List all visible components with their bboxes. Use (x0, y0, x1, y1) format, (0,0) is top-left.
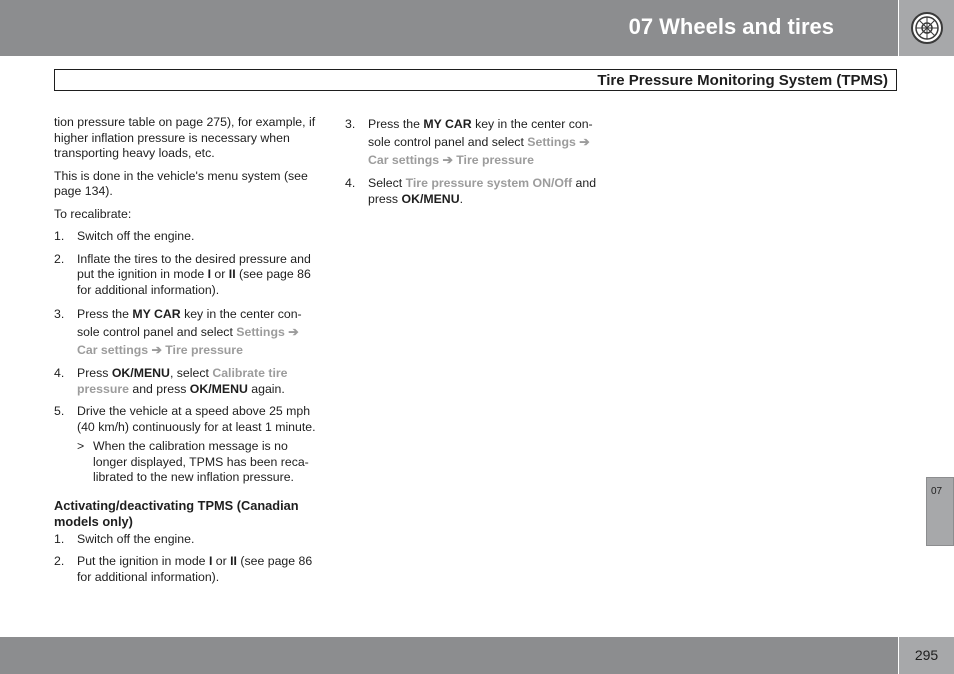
left-column (54, 115, 320, 592)
menu-item-calibrate-tire-pressure: Calibrate tire pressure (77, 366, 288, 396)
step-text: Press the (77, 307, 133, 321)
step-text: (see page 86 for additional information). (77, 267, 311, 297)
mode-label: I (208, 554, 213, 568)
tire-icon (909, 10, 945, 46)
step-number: 2. (54, 554, 65, 568)
step-text: Inflate the tires to the desired pressure and put the ignition in mode (77, 251, 311, 281)
right-column (345, 115, 613, 214)
step-text: or (211, 267, 229, 281)
step-text: key in the center con-sole control panel and select (368, 117, 593, 149)
menu-item-settings: Settings (236, 325, 285, 339)
key-label: OK/MENU (189, 381, 248, 396)
recalibrate-step-4 (54, 366, 320, 397)
step-text: and press (128, 381, 190, 396)
step-number: 1. (54, 531, 65, 546)
chapter-icon-box (899, 0, 954, 56)
step-text: Press (77, 366, 112, 380)
menu-item-tire-pressure: Tire pressure (165, 343, 243, 357)
arrow-right-icon: ➔ (288, 325, 299, 339)
step-result (77, 439, 320, 486)
arrow-right-icon: ➔ (151, 343, 162, 357)
step-text: , select (169, 366, 213, 380)
step-text: Put the ignition in mode (77, 554, 209, 568)
activate-step-4 (345, 176, 613, 207)
step-text: again. (247, 381, 285, 396)
step-number: 3. (345, 117, 356, 131)
chapter-header-bar (0, 0, 898, 56)
recalibrate-step-2 (54, 252, 320, 299)
mode-label: II (230, 554, 237, 568)
step-number: 2. (54, 251, 65, 266)
section-title: Tire Pressure Monitoring System (TPMS) (597, 72, 888, 89)
subsection-heading: Activating/deactivating TPMS (Canadian models only) (54, 497, 299, 529)
page-number: 295 (914, 647, 939, 663)
paragraph: This is done in the vehicle's menu system (see page 134). (54, 168, 308, 198)
activate-step-2 (54, 554, 320, 585)
paragraph: To recalibrate: (54, 206, 132, 221)
footer-bar (0, 637, 898, 674)
recalibrate-step-3 (54, 305, 320, 359)
menu-item-car-settings: Car settings (368, 153, 440, 167)
key-label: OK/MENU (401, 191, 460, 206)
menu-item-tpms-on-off: Tire pressure system ON/Off (405, 176, 573, 190)
step-text: key in the center con-sole control panel and select (77, 307, 302, 339)
activate-step-1 (54, 532, 320, 548)
chapter-side-tab (926, 477, 954, 546)
arrow-right-icon: ➔ (579, 135, 590, 149)
paragraph: tion pressure table on page 275), for example, if higher inflation pressure is necessary when transporting heavy loads, etc. (54, 115, 316, 160)
recalibrate-step-1 (54, 229, 320, 245)
result-marker: > (77, 439, 85, 453)
mode-label: II (228, 267, 236, 281)
step-number: 4. (345, 176, 356, 190)
mode-label: I (207, 267, 211, 281)
step-text: Press the (368, 117, 424, 131)
key-label: MY CAR (132, 307, 181, 321)
arrow-right-icon: ➔ (442, 153, 453, 167)
step-text: and press (368, 176, 597, 206)
step-text: Drive the vehicle at a speed above 25 mph (40 km/h) continuously for at least 1 minute. (77, 404, 316, 434)
step-text: Switch off the engine. (77, 229, 195, 243)
menu-item-settings: Settings (527, 135, 576, 149)
result-text: When the calibration message is no longer displayed, TPMS has been reca-librated to the new inflation pressure. (93, 439, 309, 484)
step-number: 4. (54, 366, 65, 380)
recalibrate-step-5 (54, 404, 320, 486)
menu-item-tire-pressure: Tire pressure (456, 153, 534, 167)
step-text: Switch off the engine. (77, 531, 195, 546)
step-text: . (459, 191, 463, 206)
menu-item-car-settings: Car settings (77, 343, 149, 357)
page-number-box (899, 637, 954, 674)
step-number: 5. (54, 404, 65, 418)
chapter-title: 07 Wheels and tires (628, 14, 834, 39)
step-number: 3. (54, 307, 65, 321)
activate-step-3 (345, 115, 613, 169)
section-header (54, 69, 897, 91)
chapter-tab-label: 07 (931, 486, 943, 497)
step-number: 1. (54, 229, 65, 243)
step-text: (see page 86 for additional information). (77, 554, 313, 584)
step-text: or (212, 554, 231, 568)
key-label: OK/MENU (111, 366, 170, 380)
step-text: Select (368, 176, 406, 190)
key-label: MY CAR (423, 117, 472, 131)
